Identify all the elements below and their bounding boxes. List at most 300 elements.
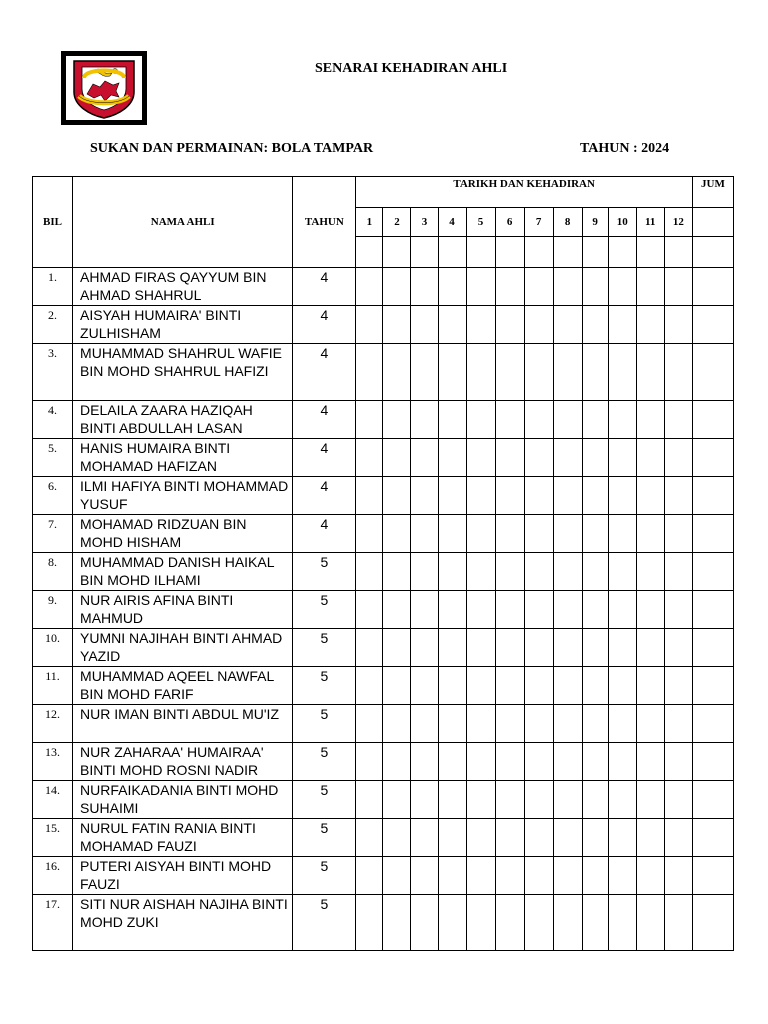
attendance-cell[interactable] — [438, 857, 466, 895]
attendance-cell[interactable] — [438, 553, 466, 591]
attendance-cell[interactable] — [636, 439, 664, 477]
attendance-cell[interactable] — [438, 705, 466, 743]
header-tahun: TAHUN — [293, 177, 356, 268]
attendance-cell[interactable] — [636, 667, 664, 705]
attendance-cell[interactable] — [553, 895, 582, 951]
member-number: 3. — [33, 344, 73, 401]
member-name: NURUL FATIN RANIA BINTI MOHAMAD FAUZI — [73, 819, 293, 857]
attendance-cell[interactable] — [524, 705, 553, 743]
member-row — [33, 515, 734, 553]
attendance-cell[interactable] — [553, 515, 582, 553]
attendance-cell[interactable] — [356, 477, 383, 515]
header-nama: NAMA AHLI — [73, 177, 293, 268]
attendance-cell[interactable] — [383, 553, 411, 591]
attendance-cell[interactable] — [553, 477, 582, 515]
attendance-cell[interactable] — [495, 439, 524, 477]
attendance-cell[interactable] — [466, 629, 495, 667]
attendance-cell[interactable] — [466, 819, 495, 857]
attendance-cell[interactable] — [664, 895, 692, 951]
total-cell[interactable] — [692, 667, 733, 705]
attendance-cell[interactable] — [553, 553, 582, 591]
attendance-cell[interactable] — [411, 477, 438, 515]
attendance-cell[interactable] — [582, 895, 608, 951]
member-year: 5 — [293, 857, 356, 895]
attendance-cell[interactable] — [438, 268, 466, 306]
member-year: 4 — [293, 439, 356, 477]
attendance-cell[interactable] — [636, 591, 664, 629]
total-cell[interactable] — [692, 306, 733, 344]
attendance-cell[interactable] — [495, 895, 524, 951]
session-number-header: 2 — [383, 208, 411, 237]
attendance-cell[interactable] — [438, 629, 466, 667]
attendance-cell[interactable] — [582, 268, 608, 306]
session-number-header: 3 — [411, 208, 438, 237]
member-number: 16. — [33, 857, 73, 895]
date-cell[interactable] — [664, 237, 692, 268]
attendance-cell[interactable] — [553, 781, 582, 819]
attendance-cell[interactable] — [356, 781, 383, 819]
header-bil: BIL — [33, 177, 73, 268]
attendance-cell[interactable] — [466, 743, 495, 781]
attendance-cell[interactable] — [608, 515, 636, 553]
attendance-cell[interactable] — [383, 591, 411, 629]
attendance-cell[interactable] — [466, 344, 495, 401]
attendance-cell[interactable] — [608, 743, 636, 781]
total-cell[interactable] — [692, 819, 733, 857]
session-number-header: 4 — [438, 208, 466, 237]
attendance-cell[interactable] — [524, 857, 553, 895]
attendance-cell[interactable] — [495, 515, 524, 553]
attendance-cell[interactable] — [438, 591, 466, 629]
attendance-cell[interactable] — [524, 895, 553, 951]
member-row — [33, 553, 734, 591]
attendance-cell[interactable] — [664, 439, 692, 477]
attendance-cell[interactable] — [664, 268, 692, 306]
attendance-cell[interactable] — [438, 667, 466, 705]
attendance-cell[interactable] — [356, 401, 383, 439]
attendance-cell[interactable] — [495, 743, 524, 781]
total-cell[interactable] — [692, 268, 733, 306]
attendance-cell[interactable] — [636, 629, 664, 667]
attendance-cell[interactable] — [553, 344, 582, 401]
member-name: AISYAH HUMAIRA' BINTI ZULHISHAM — [73, 306, 293, 344]
member-number: 15. — [33, 819, 73, 857]
attendance-cell[interactable] — [553, 591, 582, 629]
attendance-cell[interactable] — [608, 439, 636, 477]
attendance-cell[interactable] — [356, 306, 383, 344]
member-number: 13. — [33, 743, 73, 781]
member-year: 5 — [293, 591, 356, 629]
member-row — [33, 743, 734, 781]
attendance-cell[interactable] — [553, 306, 582, 344]
attendance-cell[interactable] — [524, 591, 553, 629]
attendance-cell[interactable] — [553, 743, 582, 781]
attendance-cell[interactable] — [466, 895, 495, 951]
attendance-cell[interactable] — [383, 515, 411, 553]
member-name: MUHAMMAD DANISH HAIKAL BIN MOHD ILHAMI — [73, 553, 293, 591]
attendance-cell[interactable] — [411, 268, 438, 306]
attendance-cell[interactable] — [356, 857, 383, 895]
member-number: 10. — [33, 629, 73, 667]
attendance-cell[interactable] — [553, 401, 582, 439]
attendance-cell[interactable] — [636, 401, 664, 439]
member-row — [33, 819, 734, 857]
attendance-cell[interactable] — [466, 781, 495, 819]
attendance-cell[interactable] — [608, 591, 636, 629]
attendance-cell[interactable] — [636, 781, 664, 819]
member-number: 2. — [33, 306, 73, 344]
attendance-cell[interactable] — [636, 895, 664, 951]
attendance-cell[interactable] — [582, 477, 608, 515]
attendance-cell[interactable] — [582, 591, 608, 629]
member-row — [33, 439, 734, 477]
attendance-cell[interactable] — [524, 401, 553, 439]
member-name: NUR IMAN BINTI ABDUL MU'IZ — [73, 705, 293, 743]
attendance-cell[interactable] — [356, 268, 383, 306]
attendance-cell[interactable] — [608, 344, 636, 401]
attendance-cell[interactable] — [553, 667, 582, 705]
total-cell[interactable] — [692, 591, 733, 629]
date-cell[interactable] — [383, 237, 411, 268]
attendance-cell[interactable] — [495, 819, 524, 857]
attendance-cell[interactable] — [582, 515, 608, 553]
attendance-cell[interactable] — [495, 857, 524, 895]
attendance-cell[interactable] — [553, 439, 582, 477]
attendance-cell[interactable] — [664, 306, 692, 344]
attendance-cell[interactable] — [608, 895, 636, 951]
attendance-cell[interactable] — [383, 439, 411, 477]
member-name: MUHAMMAD SHAHRUL WAFIE BIN MOHD SHAHRUL HAFIZI — [73, 344, 293, 401]
session-number-header: 12 — [664, 208, 692, 237]
member-number: 11. — [33, 667, 73, 705]
attendance-cell[interactable] — [608, 477, 636, 515]
attendance-cell[interactable] — [383, 857, 411, 895]
attendance-cell[interactable] — [664, 743, 692, 781]
attendance-cell[interactable] — [664, 515, 692, 553]
session-number-header: 5 — [466, 208, 495, 237]
attendance-cell[interactable] — [383, 819, 411, 857]
attendance-cell[interactable] — [411, 629, 438, 667]
attendance-cell[interactable] — [608, 667, 636, 705]
member-row — [33, 477, 734, 515]
attendance-cell[interactable] — [495, 268, 524, 306]
page-title: SENARAI KEHADIRAN AHLI — [315, 61, 508, 76]
attendance-cell[interactable] — [524, 439, 553, 477]
attendance-cell[interactable] — [383, 268, 411, 306]
attendance-cell[interactable] — [466, 268, 495, 306]
attendance-cell[interactable] — [356, 439, 383, 477]
member-year: 5 — [293, 781, 356, 819]
total-header-blank — [692, 208, 733, 237]
attendance-cell[interactable] — [582, 781, 608, 819]
date-cell[interactable] — [466, 237, 495, 268]
total-cell[interactable] — [692, 857, 733, 895]
session-number-header: 6 — [495, 208, 524, 237]
member-name: HANIS HUMAIRA BINTI MOHAMAD HAFIZAN — [73, 439, 293, 477]
member-year: 5 — [293, 895, 356, 951]
total-cell[interactable] — [692, 439, 733, 477]
attendance-cell[interactable] — [582, 306, 608, 344]
attendance-cell[interactable] — [495, 629, 524, 667]
attendance-cell[interactable] — [411, 781, 438, 819]
attendance-cell[interactable] — [411, 553, 438, 591]
attendance-cell[interactable] — [495, 477, 524, 515]
session-number-header: 8 — [553, 208, 582, 237]
member-number: 8. — [33, 553, 73, 591]
total-cell[interactable] — [692, 344, 733, 401]
total-cell[interactable] — [692, 629, 733, 667]
attendance-cell[interactable] — [383, 705, 411, 743]
attendance-cell[interactable] — [495, 781, 524, 819]
attendance-cell[interactable] — [636, 705, 664, 743]
attendance-cell[interactable] — [636, 819, 664, 857]
attendance-cell[interactable] — [582, 629, 608, 667]
attendance-cell[interactable] — [608, 819, 636, 857]
attendance-cell[interactable] — [664, 477, 692, 515]
member-row — [33, 591, 734, 629]
attendance-cell[interactable] — [553, 819, 582, 857]
attendance-cell[interactable] — [411, 857, 438, 895]
total-cell[interactable] — [692, 781, 733, 819]
attendance-cell[interactable] — [466, 306, 495, 344]
attendance-cell[interactable] — [356, 629, 383, 667]
date-cell[interactable] — [608, 237, 636, 268]
date-cell[interactable] — [582, 237, 608, 268]
attendance-cell[interactable] — [495, 667, 524, 705]
attendance-cell[interactable] — [553, 629, 582, 667]
member-number: 9. — [33, 591, 73, 629]
attendance-cell[interactable] — [608, 705, 636, 743]
member-row — [33, 306, 734, 344]
attendance-cell[interactable] — [664, 591, 692, 629]
date-cell[interactable] — [438, 237, 466, 268]
attendance-cell[interactable] — [438, 306, 466, 344]
attendance-cell[interactable] — [608, 553, 636, 591]
attendance-cell[interactable] — [582, 743, 608, 781]
attendance-cell[interactable] — [664, 781, 692, 819]
session-number-header: 1 — [356, 208, 383, 237]
attendance-cell[interactable] — [383, 477, 411, 515]
attendance-cell[interactable] — [582, 705, 608, 743]
attendance-cell[interactable] — [495, 553, 524, 591]
attendance-cell[interactable] — [411, 743, 438, 781]
attendance-cell[interactable] — [608, 781, 636, 819]
attendance-cell[interactable] — [664, 401, 692, 439]
attendance-cell[interactable] — [356, 515, 383, 553]
attendance-cell[interactable] — [411, 344, 438, 401]
attendance-cell[interactable] — [383, 743, 411, 781]
total-cell[interactable] — [692, 401, 733, 439]
attendance-cell[interactable] — [524, 781, 553, 819]
attendance-cell[interactable] — [356, 667, 383, 705]
member-name: PUTERI AISYAH BINTI MOHD FAUZI — [73, 857, 293, 895]
attendance-cell[interactable] — [383, 306, 411, 344]
attendance-cell[interactable] — [553, 857, 582, 895]
date-cell[interactable] — [636, 237, 664, 268]
attendance-cell[interactable] — [383, 895, 411, 951]
attendance-cell[interactable] — [664, 819, 692, 857]
attendance-cell[interactable] — [524, 344, 553, 401]
attendance-cell[interactable] — [664, 857, 692, 895]
attendance-cell[interactable] — [383, 629, 411, 667]
attendance-cell[interactable] — [524, 819, 553, 857]
attendance-cell[interactable] — [466, 439, 495, 477]
attendance-cell[interactable] — [356, 819, 383, 857]
attendance-cell[interactable] — [466, 667, 495, 705]
attendance-cell[interactable] — [495, 591, 524, 629]
attendance-cell[interactable] — [383, 401, 411, 439]
attendance-cell[interactable] — [636, 268, 664, 306]
attendance-cell[interactable] — [582, 819, 608, 857]
attendance-cell[interactable] — [438, 515, 466, 553]
attendance-cell[interactable] — [383, 344, 411, 401]
attendance-cell[interactable] — [524, 477, 553, 515]
attendance-cell[interactable] — [495, 705, 524, 743]
member-row — [33, 629, 734, 667]
attendance-cell[interactable] — [438, 401, 466, 439]
attendance-cell[interactable] — [636, 306, 664, 344]
attendance-cell[interactable] — [608, 629, 636, 667]
attendance-cell[interactable] — [524, 306, 553, 344]
attendance-cell[interactable] — [466, 515, 495, 553]
attendance-cell[interactable] — [411, 401, 438, 439]
attendance-cell[interactable] — [553, 705, 582, 743]
member-year: 5 — [293, 705, 356, 743]
date-cell[interactable] — [411, 237, 438, 268]
total-cell[interactable] — [692, 515, 733, 553]
session-number-header: 7 — [524, 208, 553, 237]
attendance-cell[interactable] — [383, 781, 411, 819]
member-row — [33, 401, 734, 439]
member-year: 5 — [293, 667, 356, 705]
member-name: MUHAMMAD AQEEL NAWFAL BIN MOHD FARIF — [73, 667, 293, 705]
attendance-cell[interactable] — [411, 439, 438, 477]
attendance-cell[interactable] — [438, 781, 466, 819]
attendance-cell[interactable] — [411, 819, 438, 857]
member-name: DELAILA ZAARA HAZIQAH BINTI ABDULLAH LASAN — [73, 401, 293, 439]
attendance-cell[interactable] — [524, 667, 553, 705]
attendance-cell[interactable] — [608, 306, 636, 344]
total-cell[interactable] — [692, 895, 733, 951]
attendance-cell[interactable] — [466, 477, 495, 515]
attendance-cell[interactable] — [608, 401, 636, 439]
date-cell[interactable] — [524, 237, 553, 268]
school-logo — [61, 51, 147, 125]
attendance-cell[interactable] — [636, 515, 664, 553]
member-number: 17. — [33, 895, 73, 951]
attendance-cell[interactable] — [466, 553, 495, 591]
date-cell[interactable] — [495, 237, 524, 268]
session-number-header: 10 — [608, 208, 636, 237]
attendance-cell[interactable] — [636, 857, 664, 895]
member-row — [33, 667, 734, 705]
attendance-cell[interactable] — [438, 743, 466, 781]
attendance-cell[interactable] — [664, 629, 692, 667]
attendance-cell[interactable] — [664, 344, 692, 401]
school-crest-icon — [70, 58, 138, 120]
attendance-cell[interactable] — [383, 667, 411, 705]
attendance-cell[interactable] — [582, 667, 608, 705]
attendance-cell[interactable] — [495, 306, 524, 344]
member-number: 14. — [33, 781, 73, 819]
attendance-cell[interactable] — [608, 857, 636, 895]
attendance-cell[interactable] — [356, 743, 383, 781]
attendance-cell[interactable] — [664, 667, 692, 705]
attendance-cell[interactable] — [524, 743, 553, 781]
attendance-cell[interactable] — [524, 553, 553, 591]
attendance-cell[interactable] — [411, 591, 438, 629]
attendance-cell[interactable] — [466, 591, 495, 629]
attendance-cell[interactable] — [356, 591, 383, 629]
date-cell[interactable] — [356, 237, 383, 268]
attendance-cell[interactable] — [636, 477, 664, 515]
total-cell[interactable] — [692, 553, 733, 591]
attendance-cell[interactable] — [636, 344, 664, 401]
attendance-cell[interactable] — [636, 553, 664, 591]
total-cell[interactable] — [692, 705, 733, 743]
attendance-cell[interactable] — [438, 439, 466, 477]
attendance-cell[interactable] — [495, 344, 524, 401]
member-number: 12. — [33, 705, 73, 743]
attendance-cell[interactable] — [411, 515, 438, 553]
member-year: 5 — [293, 553, 356, 591]
attendance-cell[interactable] — [466, 705, 495, 743]
attendance-cell[interactable] — [582, 553, 608, 591]
attendance-cell[interactable] — [664, 553, 692, 591]
member-name: SITI NUR AISHAH NAJIHA BINTI MOHD ZUKI — [73, 895, 293, 951]
session-number-header: 11 — [636, 208, 664, 237]
attendance-cell[interactable] — [495, 401, 524, 439]
attendance-cell[interactable] — [411, 705, 438, 743]
attendance-cell[interactable] — [356, 553, 383, 591]
attendance-cell[interactable] — [553, 268, 582, 306]
attendance-cell[interactable] — [411, 306, 438, 344]
member-row — [33, 895, 734, 951]
attendance-cell[interactable] — [582, 857, 608, 895]
member-year: 4 — [293, 268, 356, 306]
attendance-cell[interactable] — [411, 895, 438, 951]
attendance-cell[interactable] — [356, 705, 383, 743]
header-jum: JUM — [692, 177, 733, 208]
attendance-cell[interactable] — [664, 705, 692, 743]
attendance-cell[interactable] — [438, 344, 466, 401]
attendance-cell[interactable] — [466, 857, 495, 895]
attendance-cell[interactable] — [524, 629, 553, 667]
member-number: 4. — [33, 401, 73, 439]
date-cell[interactable] — [553, 237, 582, 268]
total-cell[interactable] — [692, 477, 733, 515]
member-number: 7. — [33, 515, 73, 553]
attendance-cell[interactable] — [356, 895, 383, 951]
attendance-cell[interactable] — [582, 344, 608, 401]
attendance-cell[interactable] — [411, 667, 438, 705]
attendance-cell[interactable] — [524, 515, 553, 553]
attendance-cell[interactable] — [608, 268, 636, 306]
total-date-cell[interactable] — [692, 237, 733, 268]
attendance-cell[interactable] — [582, 401, 608, 439]
attendance-cell[interactable] — [466, 401, 495, 439]
attendance-cell[interactable] — [356, 344, 383, 401]
attendance-cell[interactable] — [438, 477, 466, 515]
attendance-cell[interactable] — [582, 439, 608, 477]
attendance-cell[interactable] — [438, 819, 466, 857]
attendance-table — [32, 176, 734, 951]
total-cell[interactable] — [692, 743, 733, 781]
member-row — [33, 344, 734, 401]
attendance-cell[interactable] — [438, 895, 466, 951]
attendance-cell[interactable] — [636, 743, 664, 781]
attendance-cell[interactable] — [524, 268, 553, 306]
